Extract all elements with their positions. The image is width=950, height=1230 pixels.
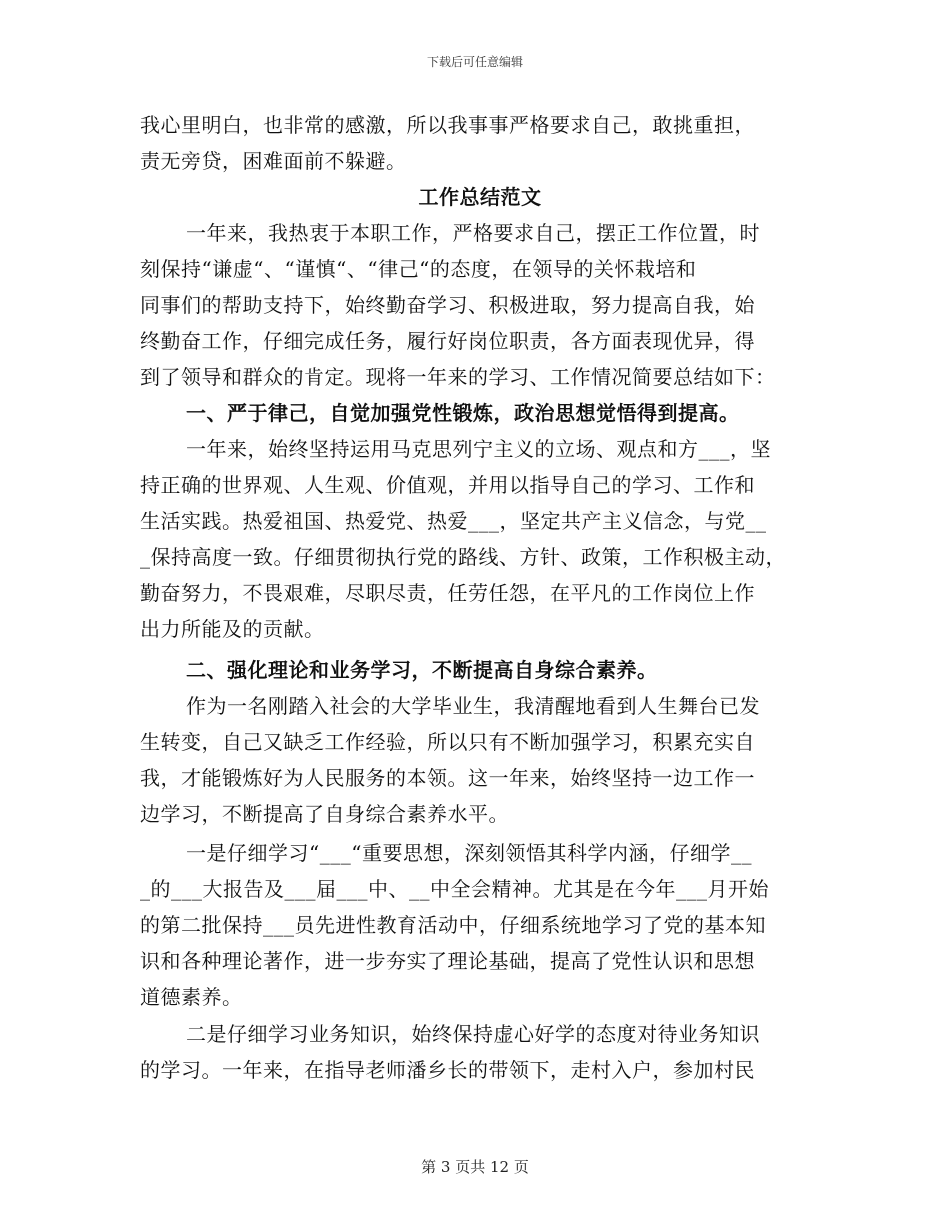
body-line: 的第二批保持___员先进性教育活动中，仔细系统地学习了党的基本知 [140,913,766,937]
body-line: 我心里明白，也非常的感激，所以我事事严格要求自己，敢挑重担， [140,113,755,137]
body-line: 作为一名刚踏入社会的大学毕业生，我清醒地看到人生舞台已发 [186,694,760,718]
body-line: 一年来，我热衷于本职工作，严格要求自己，摆正工作位置，时 [186,221,760,245]
body-line: _保持高度一致。仔细贯彻执行党的路线、方针、政策，工作积极主动， [140,545,786,569]
body-line: 一是仔细学习“___“重要思想，深刻领悟其科学内涵，仔细学__ [186,841,752,865]
body-line: 识和各种理论著作，进一步夯实了理论基础，提高了党性认识和思想 [140,949,755,973]
body-line: 二是仔细学习业务知识，始终保持虚心好学的态度对待业务知识 [186,1022,760,1046]
body-line: 生转变，自己又缺乏工作经验，所以只有不断加强学习，积累充实自 [140,730,755,754]
page-footer: 第 3 页共 12 页 [421,1158,529,1176]
body-line: 持正确的世界观、人生观、价值观，并用以指导自己的学习、工作和 [140,473,755,497]
body-line: 的学习。一年来，在指导老师潘乡长的带领下，走村入户，参加村民 [140,1058,755,1082]
body-line: _的___大报告及___届___中、__中全会精神。尤其是在今年___月开始 [140,877,769,901]
body-line: 出力所能及的贡献。 [140,617,325,641]
body-line: 勤奋努力，不畏艰难，尽职尽责，任劳任怨，在平凡的工作岗位上作 [140,581,755,605]
body-line: 责无旁贷，困难面前不躲避。 [140,149,407,173]
body-line: 同事们的帮助支持下，始终勤奋学习、积极进取，努力提高自我，始 [140,293,755,317]
body-line: 终勤奋工作，仔细完成任务，履行好岗位职责，各方面表现优异，得 [140,329,755,353]
body-line: 生活实践。热爱祖国、热爱党、热爱___，坚定共产主义信念，与党__ [140,509,767,533]
body-line: 刻保持“谦虚“、“谨慎“、“律己“的态度，在领导的关怀栽培和 [140,257,697,281]
page-header: 下载后可任意编辑 [426,55,523,69]
body-line: 一年来，始终坚持运用马克思列宁主义的立场、观点和方___，坚 [186,437,771,461]
document-title: 工作总结范文 [418,185,542,209]
section-heading: 一、严于律己，自觉加强党性锻炼，政治思想觉悟得到提高。 [186,401,740,425]
body-line: 边学习，不断提高了自身综合素养水平。 [140,802,509,826]
body-line: 到了领导和群众的肯定。现将一年来的学习、工作情况简要总结如下： [140,365,776,389]
body-line: 我，才能锻炼好为人民服务的本领。这一年来，始终坚持一边工作一 [140,766,755,790]
section-heading: 二、强化理论和业务学习，不断提高自身综合素养。 [186,658,658,682]
document-body [140,107,820,1088]
body-line: 道德素养。 [140,985,243,1009]
